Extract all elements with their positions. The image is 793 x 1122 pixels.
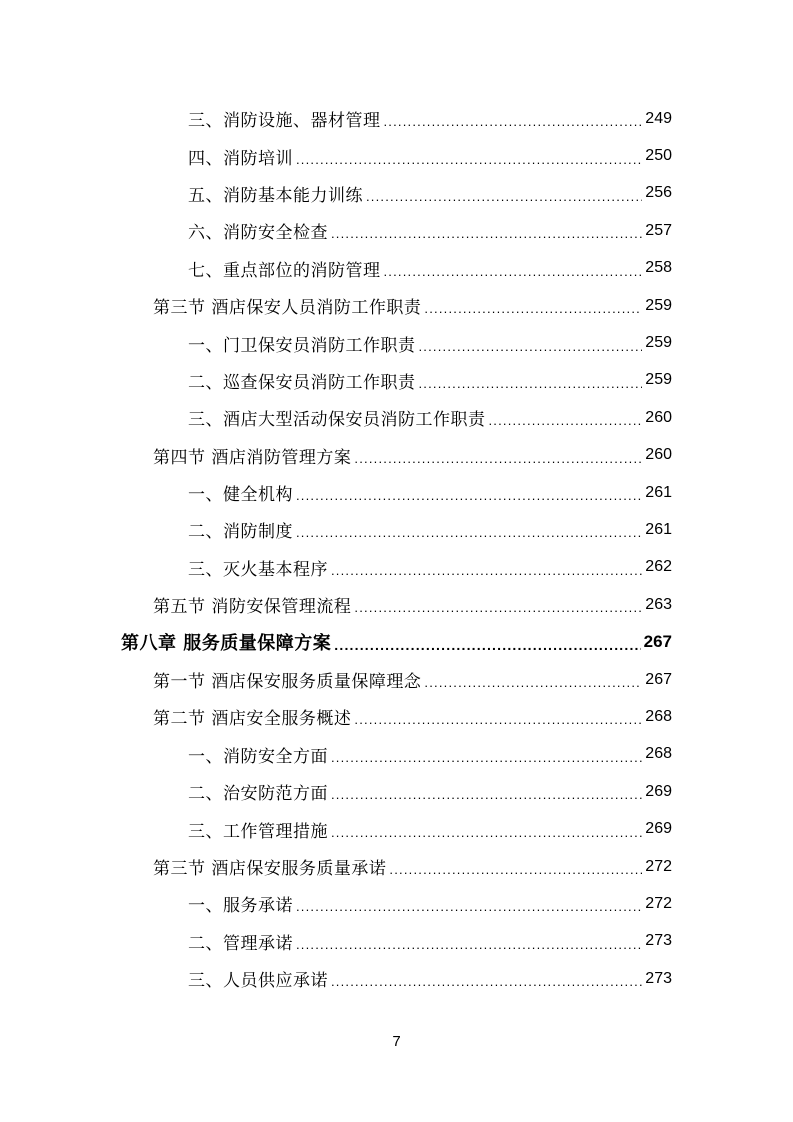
toc-entry-page: 267	[643, 632, 672, 652]
toc-leader-dots	[419, 340, 643, 353]
toc-entry[interactable]	[0, 885, 793, 922]
toc-entry[interactable]	[0, 960, 793, 997]
toc-entry[interactable]	[0, 175, 793, 212]
toc-entry-page: 267	[645, 670, 672, 688]
toc-leader-dots	[389, 863, 642, 876]
toc-chapter-entry[interactable]	[0, 623, 793, 660]
toc-section-entry[interactable]	[0, 698, 793, 735]
toc-leader-dots	[331, 227, 642, 240]
toc-entry[interactable]	[0, 250, 793, 287]
toc-entry-page: 256	[645, 184, 672, 202]
toc-entry-title: 第五节 消防安保管理流程	[153, 597, 352, 618]
toc-entry-page: 250	[645, 147, 672, 165]
toc-leader-dots	[296, 900, 642, 913]
toc-leader-dots	[384, 265, 643, 278]
toc-entry-page: 249	[645, 109, 672, 127]
toc-leader-dots	[331, 564, 642, 577]
toc-entry-page: 258	[645, 259, 672, 277]
toc-entry-title: 一、门卫保安员消防工作职责	[188, 335, 416, 356]
toc-leader-dots	[384, 115, 643, 128]
toc-entry-page: 260	[645, 446, 672, 464]
page-number: 7	[392, 1033, 401, 1050]
toc-entry-page: 272	[645, 894, 672, 912]
toc-entry[interactable]	[0, 399, 793, 436]
toc-entry-page: 259	[645, 296, 672, 314]
toc-leader-dots	[331, 751, 642, 764]
toc-entry-title: 第三节 酒店保安人员消防工作职责	[153, 298, 422, 319]
toc-entry-page: 259	[645, 371, 672, 389]
toc-leader-dots	[354, 452, 642, 465]
toc-entry[interactable]	[0, 324, 793, 361]
toc-entry-title: 三、工作管理措施	[188, 821, 328, 842]
toc-entry[interactable]	[0, 549, 793, 586]
toc-leader-dots	[296, 153, 642, 166]
toc-leader-dots	[334, 638, 640, 652]
toc-leader-dots	[354, 601, 642, 614]
toc-entry[interactable]	[0, 923, 793, 960]
toc-entry-title: 第八章 服务质量保障方案	[121, 633, 332, 655]
toc-entry-title: 二、巡查保安员消防工作职责	[188, 372, 416, 393]
toc-entry-title: 三、消防设施、器材管理	[188, 111, 381, 132]
toc-leader-dots	[424, 302, 642, 315]
toc-section-entry[interactable]	[0, 661, 793, 698]
toc-leader-dots	[419, 377, 643, 390]
toc-entry-title: 第二节 酒店安全服务概述	[153, 709, 352, 730]
toc-section-entry[interactable]	[0, 287, 793, 324]
toc-section-entry[interactable]	[0, 437, 793, 474]
toc-entry-page: 261	[645, 520, 672, 538]
toc-entry-page: 268	[645, 707, 672, 725]
toc-leader-dots	[296, 938, 642, 951]
toc-entry-page: 263	[645, 595, 672, 613]
toc-entry-page: 269	[645, 782, 672, 800]
toc-entry[interactable]	[0, 362, 793, 399]
toc-entry-page: 269	[645, 820, 672, 838]
table-of-contents	[0, 100, 793, 997]
toc-entry-title: 第四节 酒店消防管理方案	[153, 447, 352, 468]
toc-entry-title: 三、灭火基本程序	[188, 559, 328, 580]
toc-entry[interactable]	[0, 773, 793, 810]
toc-entry-title: 七、重点部位的消防管理	[188, 260, 381, 281]
toc-entry-title: 第三节 酒店保安服务质量承诺	[153, 859, 387, 879]
toc-entry[interactable]	[0, 511, 793, 548]
toc-leader-dots	[296, 526, 642, 539]
toc-entry-page: 273	[645, 932, 672, 950]
toc-entry-title: 一、健全机构	[188, 485, 293, 506]
toc-entry-title: 四、消防培训	[188, 148, 293, 169]
toc-leader-dots	[296, 489, 642, 502]
toc-entry-page: 272	[645, 857, 672, 875]
toc-entry-title: 一、消防安全方面	[188, 746, 328, 767]
toc-leader-dots	[424, 676, 642, 689]
toc-entry-title: 二、消防制度	[188, 522, 293, 543]
toc-entry-page: 268	[645, 745, 672, 763]
toc-entry-title: 第一节 酒店保安服务质量保障理念	[153, 672, 422, 693]
toc-entry-title: 五、消防基本能力训练	[188, 185, 363, 206]
toc-entry[interactable]	[0, 100, 793, 137]
toc-section-entry[interactable]	[0, 586, 793, 623]
toc-entry-title: 一、服务承诺	[188, 896, 293, 917]
toc-leader-dots	[366, 190, 642, 203]
toc-leader-dots	[489, 414, 643, 427]
toc-entry-page: 257	[645, 221, 672, 239]
toc-entry-page: 261	[645, 483, 672, 501]
toc-entry-title: 三、酒店大型活动保安员消防工作职责	[188, 410, 486, 431]
toc-entry-page: 259	[645, 334, 672, 352]
toc-entry-title: 二、治安防范方面	[188, 784, 328, 805]
toc-leader-dots	[331, 975, 642, 988]
toc-entry[interactable]	[0, 212, 793, 249]
toc-entry-page: 273	[645, 969, 672, 987]
toc-leader-dots	[331, 788, 642, 801]
toc-leader-dots	[354, 713, 642, 726]
toc-leader-dots	[331, 826, 642, 839]
toc-section-entry[interactable]	[0, 848, 793, 885]
toc-entry[interactable]	[0, 137, 793, 174]
toc-entry[interactable]	[0, 810, 793, 847]
toc-entry-title: 二、管理承诺	[188, 933, 293, 954]
toc-entry-title: 三、人员供应承诺	[188, 971, 328, 992]
toc-entry-page: 260	[645, 408, 672, 426]
toc-entry-page: 262	[645, 558, 672, 576]
toc-entry[interactable]	[0, 474, 793, 511]
toc-entry[interactable]	[0, 736, 793, 773]
toc-entry-title: 六、消防安全检查	[188, 223, 328, 244]
